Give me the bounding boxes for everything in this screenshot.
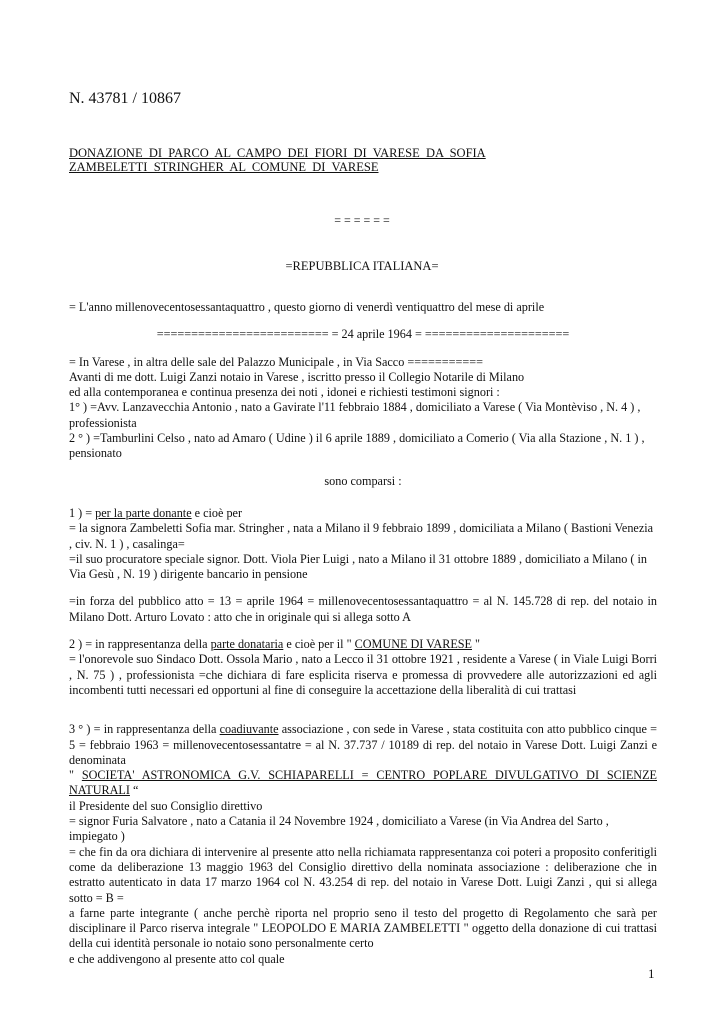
party-3-prefix: 3 ° ) = in rappresentanza della xyxy=(69,722,220,737)
notary-line-2: ed alla contemporanea e continua presenza dei noti , idonei e richiesti testimoni signori : xyxy=(69,385,500,400)
party-1-prefix: 1 ) = xyxy=(69,505,96,520)
party-2-role: parte donataria xyxy=(210,637,284,652)
place-line: = In Varese , in altra delle sale del Palazzo Municipale , in Via Sacco =========== xyxy=(69,354,483,369)
party-1-heading xyxy=(69,506,657,521)
republic-heading: =REPUBBLICA ITALIANA= xyxy=(285,259,439,273)
witness-1: 1° ) =Avv. Lanzavecchia Antonio , nato a Gavirate l'11 febbraio 1884 , domiciliato a Varese ( Via Montèviso , N. 4 ) , professionista xyxy=(69,400,641,430)
party-1-signora: = la signora Zambeletti Sofia mar. Stringher , nata a Milano il 9 febbraio 1899 , domiciliata a Milano ( Bastioni Venezia , civ. N. 1 ) , casalinga= xyxy=(69,521,654,551)
party-3-dichiara: = che fin da ora dichiara di intervenire al presente atto nella richiamata rappresentanza coi poteri a proposito conferitigli come da deliberazione 13 maggio 1963 del Consiglio direttivo della nominata associazione : deliberazione che in estratto autenticato in data 17 marzo 1964 col N. 43.254 di rep. del notaio in Varese Dott. Luigi Zanzi , qui si allega sotto = B = xyxy=(69,844,657,905)
party-2-comune: COMUNE DI VARESE xyxy=(354,637,472,652)
society-name: SOCIETA' ASTRONOMICA G.V. SCHIAPARELLI = CENTRO POPLARE DIVULGATIVO DI SCIENZE NATURALI xyxy=(69,768,657,798)
party-1-procuratore: =il suo procuratore speciale signor. Dott. Viola Pier Luigi , nato a Milano il 31 ottobre 1889 , domiciliato a Milano ( in Via Gesù , N. 19 ) dirigente bancario in pensione xyxy=(69,551,647,582)
party-3-furia: = signor Furia Salvatore , nato a Catania il 24 Novembre 1924 , domiciliato a Varese (in Via Andrea del Sarto , impiegato ) xyxy=(69,814,609,844)
party-2-sindaco: = l'onorevole suo Sindaco Dott. Ossola Mario , nato a Lecco il 31 ottobre 1921 , residente a Varese ( in Viale Luigi Borri , N. 75 ) , professionista =che dichiara di fare esplicita riserva e promessa di provvedere alle autorizzazioni ed agli incombenti tutti necessari ed opportuni al fine di conseguire la accettazione della liberalità di cui trattasi xyxy=(69,652,658,697)
date-line: ========================= = 24 aprile 1964 = ===================== xyxy=(156,327,570,342)
notary-line-1: Avanti di me dott. Luigi Zanzi notaio in Varese , iscritto presso il Collegio Notarile di Milano xyxy=(69,369,525,384)
party-1-suffix: e cioè per xyxy=(191,505,243,520)
party-3-suffix: associazione , con sede in Varese , stata costituita con atto pubblico cinque = 5 = febbraio 1963 = millenovecentosessantatre = al N. 37.737 / 10189 di rep. del notaio in Varese Dott. Luigi Zanzi e denominata xyxy=(69,722,657,767)
title-line-1: DONAZIONE DI PARCO AL CAMPO DEI FIORI DI VARESE DA SOFIA xyxy=(69,146,486,160)
document-title xyxy=(69,146,486,174)
party-2-mid: e cioè per il " xyxy=(283,637,355,652)
witness-2: 2 ° ) =Tamburlini Celso , nato ad Amaro ( Udine ) il 6 aprile 1889 , domiciliato a Comerio ( Via alla Stazione , N. 1 ) , pensionato xyxy=(69,431,645,461)
party-2-suffix: " xyxy=(472,637,481,652)
party-3-role: coadiuvante xyxy=(219,722,279,737)
document-body xyxy=(69,300,657,967)
society-quote-close: “ xyxy=(129,783,139,798)
separator: = = = = = = xyxy=(334,213,390,227)
society-quote-open: " xyxy=(69,768,82,783)
intro-paragraph: = L'anno millenovecentosessantaquattro , questo giorno di venerdì ventiquattro del mese di aprile xyxy=(69,300,545,314)
page-number: 1 xyxy=(648,966,655,981)
party-3-addivengono: e che addivengono al presente atto col quale xyxy=(69,951,285,966)
party-1-atto: =in forza del pubblico atto = 13 = aprile 1964 = millenovecentosessantaquattro = al N. 145.728 di rep. del notaio in Milano Dott. Arturo Lovato : atto che in originale qui si allega sotto A xyxy=(69,594,657,624)
party-2-heading xyxy=(69,637,657,652)
party-1-role: per la parte donante xyxy=(95,505,192,520)
reference-number: N. 43781 / 10867 xyxy=(69,90,181,107)
party-3-heading xyxy=(69,722,657,768)
title-line-2: ZAMBELETTI STRINGHER AL COMUNE DI VARESE xyxy=(69,160,379,174)
party-3-presidente: il Presidente del suo Consiglio direttivo xyxy=(69,798,263,813)
party-2-prefix: 2 ) = in rappresentanza della xyxy=(69,637,211,652)
party-3-farne: a farne parte integrante ( anche perchè riporta nel proprio seno il testo del progetto di Regolamento che sarà per disciplinare il Parco riserva integrale " LEOPOLDO E MARIA ZAMBELETTI " oggetto della donazione di cui trattasi della cui identità personale io notaio sono personalmente certo xyxy=(69,905,657,951)
comparsi-heading: sono comparsi : xyxy=(324,473,402,488)
party-3-society xyxy=(69,768,657,799)
